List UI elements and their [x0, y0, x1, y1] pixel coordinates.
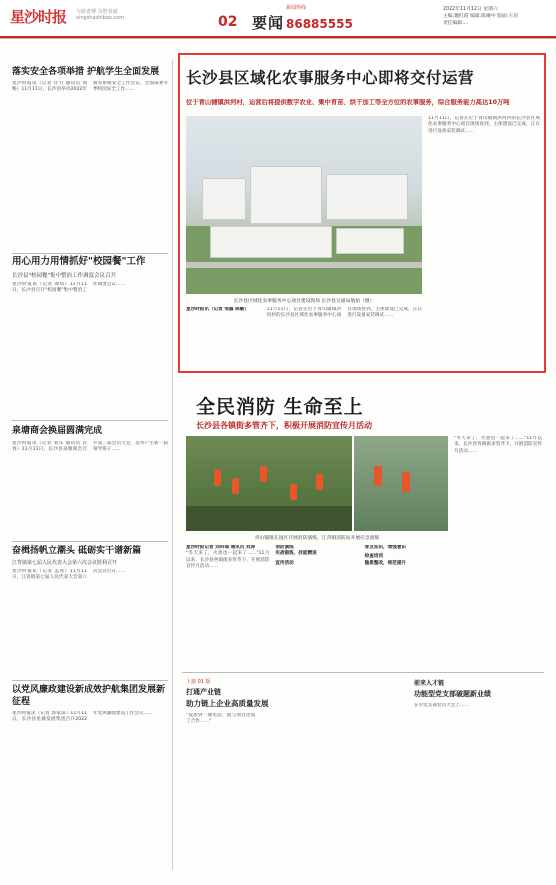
newspaper-logo: 星沙时报	[10, 8, 67, 26]
date: 2022年11月12日 星期六	[443, 7, 498, 12]
article-body: 星沙时报讯（记者 谭琪）11月11日，长沙县召开"校园餐"集中整治工作调度会议……	[12, 282, 126, 294]
article-body: 在市党支部党员大会上……	[414, 703, 470, 708]
lead-title: 长沙县区域化农事服务中心即将交付运营	[186, 69, 475, 87]
subhead: 普及知识，增强意识	[364, 545, 407, 550]
article-title: 以党风廉政建设新成效护航集团发展新征程	[12, 685, 166, 707]
second-body-right: "冬天来了，火患也一起来了……"11月以来，长沙县各镇街多管齐下，开展消防宣传月活动……	[454, 436, 542, 454]
date-line	[443, 6, 518, 27]
second-photo-caption: 青山铺镇在园区开展消防演练，江背镇消防站开展应急演练	[254, 536, 380, 541]
page-number: 02	[218, 14, 238, 30]
second-title: 全民消防 生命至上	[196, 396, 364, 418]
subhead: 消防演练	[275, 545, 294, 550]
bottom-right-article	[414, 678, 542, 873]
lead-photo-caption: 长沙县区域化农事服务中心项目建设现场 长沙县交通局航拍（摄）	[233, 299, 375, 304]
article-title: 奋楫扬帆立潮头 砥砺实干谱新篇	[12, 546, 142, 556]
subhead: 实战锻炼，技能精进	[275, 551, 317, 557]
column-divider	[172, 60, 173, 870]
article-title: 落实安全各项举措 护航学生全面发展	[12, 67, 160, 77]
lead-body	[186, 307, 422, 367]
article-subtitle: 助力链上企业高质量发展	[186, 699, 269, 708]
left-article-1	[12, 66, 168, 203]
second-right-column	[454, 436, 542, 668]
hotline-label: 新闻热线	[286, 5, 307, 11]
second-byline: 星沙时报记者 刘科瑞 通讯员 刘涛	[186, 545, 256, 550]
left-article-3	[12, 425, 168, 539]
article-body: 星沙时报讯（记者 郭家琼）11月11日，长沙县星城发展集团召开2022年党风廉政建设工作会议……	[12, 711, 153, 723]
article-title: 用心用力用情抓好"校园餐"工作	[12, 256, 146, 267]
lead-byline: 星沙时报讯（记者 邹露 陈敏）	[186, 307, 249, 312]
article-body: 星沙时报讯（记者 刘乐 通讯员 肖春）11月11日，长沙县泉塘商会召开第三届会员大会，选举产生新一届领导班子……	[12, 441, 168, 453]
lead-photo	[186, 116, 422, 294]
article-tag: 前来人才链	[414, 680, 445, 687]
hotline-number: 86885555	[286, 17, 353, 31]
article-title: 功能型党支部破题新业绩	[414, 690, 491, 698]
editor: 主编:魏红霞 编辑:陈曦中 版面:王培	[443, 14, 519, 19]
lead-right-column	[428, 116, 540, 364]
article-body: 星沙时报讯（记者 许力 通讯员 刘畅）11月11日，长沙县举办2022年教育系统安全工作会议，全面部署冬季校园安全工作……	[12, 81, 168, 93]
subhead: 检查培训	[364, 554, 384, 560]
article-subtitle: 江背镇第七届人民代表大会第六次会议胜利召开	[12, 560, 118, 566]
lead-body-right: 11月11日，记者在位于青山铺镇洪河村的长沙县区域化农事服务中心项目现场看到，主体建设已完成，正在进行设备安装调试……	[428, 116, 540, 134]
article-title: 泉塘商会换届圆满完成	[12, 426, 103, 436]
divider	[182, 672, 544, 673]
article-title: 打通产业链	[186, 688, 221, 696]
article-body: 星沙时报讯（记者 孟瑶）11月11日，江背镇第七届人民代表大会第六次会议召开……	[12, 569, 126, 581]
left-article-5	[12, 684, 168, 856]
left-article-4	[12, 545, 168, 671]
article-body: "没想到一通电话，就与项目达成了合作……"	[186, 713, 256, 725]
left-article-2	[12, 256, 168, 390]
divider	[12, 680, 168, 681]
slogan-english: xingshashibao.com	[76, 15, 125, 21]
slogan: 与敢者搏 为智者谋	[76, 9, 118, 15]
divider	[12, 541, 168, 542]
subhead: 隐患整改，规范提升	[364, 560, 407, 566]
fire-drill-photo	[186, 436, 352, 531]
lead-body-text: 11月11日，记者在位于青山铺镇洪河村的长沙县区域化农事服务中心项目现场看到，主体建设已完成，正在进行设备安装调试……	[266, 307, 422, 319]
lead-subtitle: 位于青山铺镇洪河村，运营后将提供数字农业、集中育苗、烘干加工等全方位的农事服务，综合服务能力高达10万吨	[186, 99, 510, 106]
continued-tag: 上接 01 版	[186, 679, 211, 685]
divider	[12, 420, 168, 421]
second-body	[186, 545, 448, 667]
subhead: 宣传活动	[275, 560, 294, 566]
section-title: 要闻	[252, 14, 285, 32]
fire-station-photo	[354, 436, 448, 531]
article-subtitle: 长沙县"校园餐"集中整治工作调度会议召开	[12, 273, 117, 279]
header-rule-thin	[0, 38, 556, 39]
second-subtitle: 长沙县各镇街多管齐下，积极开展消防宣传月活动	[196, 421, 372, 430]
reviewer: 责任编辑:...	[443, 21, 469, 26]
divider	[12, 253, 168, 254]
second-body-text: "冬天来了，火患也一起来了……"11月以来，长沙县各镇街多管齐下，开展消防宣传月活动……	[186, 551, 270, 569]
bottom-left-article	[186, 678, 406, 883]
